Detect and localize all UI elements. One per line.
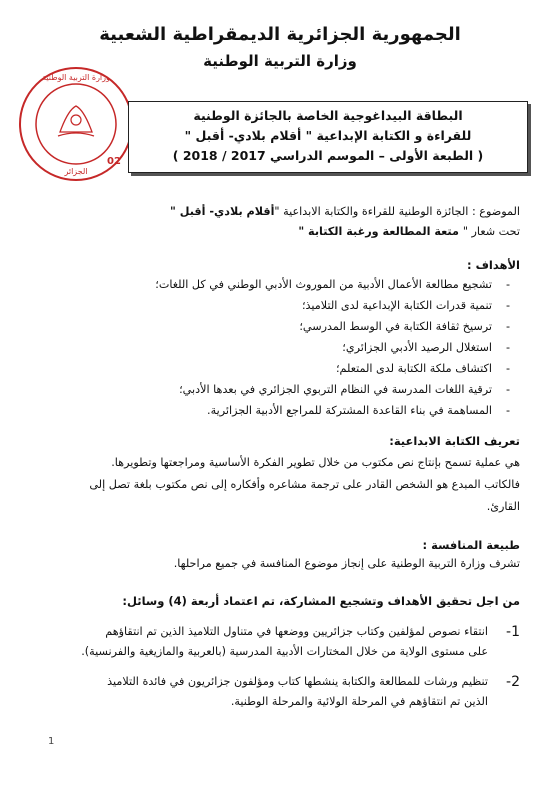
list-item: - تنمية قدرات الكتابة الإبداعية لدى التلاميذ؛ (70, 295, 510, 316)
seal-number: 02 (107, 156, 121, 167)
subject-text: الجائزة الوطنية للقراءة والكتابة الابداعية " (274, 205, 472, 218)
competition-heading: طبيعة المنافسة : (422, 538, 520, 552)
ministry-seal-stamp (14, 62, 138, 186)
means-item-line: انتقاء نصوص لمؤلفين وكتاب جزائريين ووضعها في متناول التلاميذ الذين تم انتقاؤهم (105, 625, 488, 638)
subject-bold: أقلام بلادي- أقبل " (170, 205, 275, 218)
definition-line-1: هي عملية تسمح بإنتاج نص مكتوب من خلال تطوير الفكرة الأساسية ومراجعتها وتطويرها. (111, 456, 520, 469)
means-item-1 (40, 622, 520, 662)
list-item: - المساهمة في بناء القاعدة المشتركة للمراجع الأدبية الجزائرية. (70, 400, 510, 421)
definition-line-2: فالكاتب المبدع هو الشخص القادر على ترجمة مشاعره وأفكاره إلى نص مكتوب بلغة تصل إلى (89, 478, 520, 491)
means-item-line: تنظيم ورشات للمطالعة والكتابة ينشطها كتاب ومؤلفون جزائريون في فائدة التلاميذ (107, 675, 488, 688)
slogan-line (298, 224, 520, 240)
list-item: - ترسيخ ثقافة الكتابة في الوسط المدرسي؛ (70, 316, 510, 337)
goals-list (70, 274, 510, 421)
subject-line (170, 204, 520, 220)
competition-text: تشرف وزارة التربية الوطنية على إنجاز موضوع المنافسة في جميع مراحلها. (173, 557, 520, 570)
list-item: - ترقية اللغات المدرسة في النظام التربوي الجزائري في بعدها الأدبي؛ (70, 379, 510, 400)
slogan-label: تحت شعار " (462, 225, 520, 238)
list-item: - تشجيع مطالعة الأعمال الأدبية من الموروث الأدبي الوطني في كل اللغات؛ (70, 274, 510, 295)
means-item-2 (40, 672, 520, 712)
goals-heading: الأهداف : (466, 258, 520, 272)
title-line-1: البطاقة البيداغوجية الخاصة بالجائزة الوطنية (193, 108, 463, 123)
means-item-line: على مستوى الولاية من خلال المختارات الأدبية المدرسية (بالعربية والمازيغية والفرنسية). (81, 645, 488, 658)
slogan-bold: متعة المطالعة ورغبة الكتابة " (298, 225, 463, 238)
ministry-header: وزارة التربية الوطنية (203, 52, 357, 70)
title-line-2: للقراءة و الكتابة الإبداعية " أقلام بلادي- أقبل " (184, 128, 472, 143)
definition-paragraph (40, 452, 520, 518)
seal-text-top: وزارة التربية الوطنية (42, 73, 110, 82)
definition-heading: تعريف الكتابة الابداعية: (389, 434, 520, 448)
republic-header: الجمهورية الجزائرية الديمقراطية الشعبية (99, 24, 461, 45)
means-item-number: 2- (506, 674, 520, 690)
title-box (128, 101, 528, 173)
means-item-line: الذين تم انتقاؤهم في المرحلة الولائية والمرحلة الوطنية. (230, 695, 488, 708)
means-item-number: 1- (506, 624, 520, 640)
page-number: 1 (48, 736, 55, 747)
means-heading: من اجل تحقيق الأهداف وتشجيع المشاركة، تم اعتماد أربعة (4) وسائل: (122, 594, 520, 608)
list-item: - استغلال الرصيد الأدبي الجزائري؛ (70, 337, 510, 358)
title-line-3: ( الطبعة الأولى – الموسم الدراسي 2017 / 2018 ) (172, 148, 484, 163)
definition-line-3: القارئ. (486, 500, 520, 513)
list-item: - اكتشاف ملكة الكتابة لدى المتعلم؛ (70, 358, 510, 379)
seal-text-bottom: الجزائر (64, 167, 88, 176)
subject-label: الموضوع : (471, 205, 520, 218)
